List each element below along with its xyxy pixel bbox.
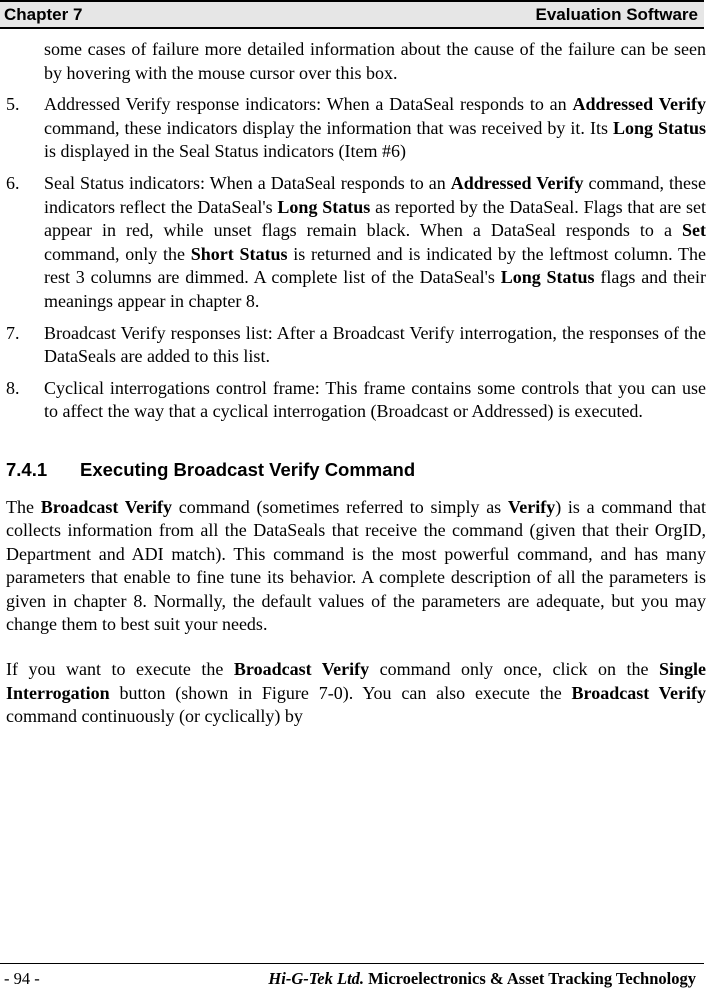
footer-company — [268, 969, 696, 989]
item-bold-text: Long Status — [612, 117, 706, 138]
item-text: as reported by the DataSeal. Flags that are set appear in red, while unset flags remain black. When a DataSeal responds to a — [44, 196, 706, 241]
list-number: 8. — [6, 377, 20, 398]
item-text: Cyclical interrogations control frame: This frame contains some controls that you can use to affect the way that a cyclical interrogation (Broadcast or Addressed) is executed. — [44, 377, 706, 422]
continued-paragraph: some cases of failure more detailed information about the cause of the failure can be seen by hovering with the mouse cursor over this box. — [44, 39, 706, 83]
item-bold-text: Set — [682, 220, 706, 241]
item-text: is returned and is indicated by the leftmost column. The rest 3 columns are dimmed. A complete list of the DataSeal's — [44, 243, 706, 288]
list-item-6 — [6, 172, 706, 314]
item-bold-text: Addressed Verify — [572, 94, 706, 115]
section-title: Executing Broadcast Verify Command — [80, 458, 416, 480]
item-text: command, these indicators display the information that was received by it. Its — [44, 117, 613, 138]
para-text: ) is a command that collects information from all the DataSeals that receive the command (given that their OrgID, Department and ADI match). This command is the most powerful command, and has many parameters that enable to fine tune its behavior. A complete description of all the parameters is given in chapter 8. Normally, the default values of the parameters are adequate, but you may change them to best suit your needs. — [6, 496, 706, 635]
item-text: command, only the — [44, 243, 191, 264]
list-number: 5. — [6, 94, 20, 115]
list-item-7 — [6, 322, 706, 369]
list-item-8 — [6, 377, 706, 424]
chapter-label: Chapter 7 — [4, 5, 83, 24]
document-body — [6, 38, 706, 729]
item-bold-text: Addressed Verify — [450, 172, 584, 193]
section-heading — [6, 458, 706, 482]
item-text: Addressed Verify response indicators: When a DataSeal responds to an — [44, 94, 573, 115]
list-number: 7. — [6, 322, 20, 343]
para-text: command continuously (or cyclically) by — [6, 706, 303, 727]
paragraph-broadcast-verify — [6, 496, 706, 638]
para-text: If you want to execute the — [6, 659, 234, 680]
para-bold-text: Broadcast Verify — [571, 682, 706, 703]
para-bold-text: Broadcast Verify — [233, 659, 370, 680]
list-number: 6. — [6, 172, 20, 193]
item-bold-text: Short Status — [190, 243, 288, 264]
para-bold-text: Verify — [507, 496, 556, 517]
page-header — [0, 0, 704, 29]
list-item-5 — [6, 93, 706, 164]
item-bold-text: Long Status — [277, 196, 371, 217]
para-text: The — [6, 496, 41, 517]
item-text: command, these indicators reflect the DataSeal's — [44, 172, 706, 217]
chapter-title: Evaluation Software — [535, 5, 698, 24]
para-text: button (shown in Figure 7-0). You can also execute the — [109, 682, 572, 703]
item-text: flags and their meanings appear in chapter 8. — [44, 267, 706, 311]
page-footer — [0, 963, 704, 993]
company-tagline: Microelectronics & Asset Tracking Technology — [368, 969, 696, 988]
item-bold-text: Long Status — [500, 267, 595, 288]
company-name: Hi-G-Tek Ltd. — [268, 969, 365, 988]
para-text: command (sometimes referred to simply as — [172, 496, 508, 517]
page-number: - 94 - — [4, 969, 40, 988]
item-text: Seal Status indicators: When a DataSeal responds to an — [44, 172, 451, 193]
para-text: command only once, click on the — [369, 659, 659, 680]
item-text: is displayed in the Seal Status indicators (Item #6) — [44, 141, 406, 162]
section-number: 7.4.1 — [6, 458, 48, 480]
item-text: Broadcast Verify responses list: After a Broadcast Verify interrogation, the responses of the DataSeals are added to this list. — [44, 322, 706, 367]
para-bold-text: Broadcast Verify — [40, 496, 173, 517]
paragraph-single-interrogation — [6, 658, 706, 729]
para-bold-text: Single Interrogation — [6, 659, 706, 703]
